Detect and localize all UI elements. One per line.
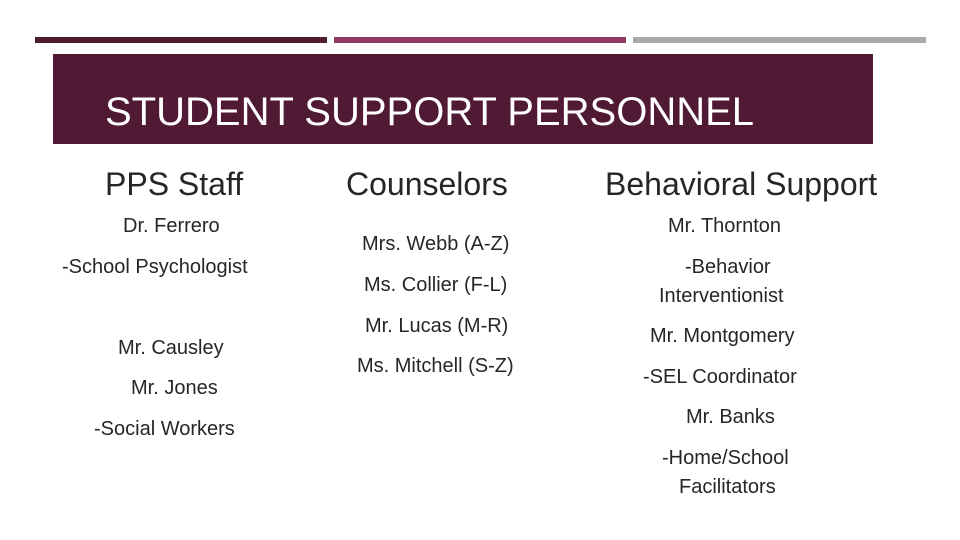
list-item: Mr. Banks [686, 406, 775, 428]
list-item: -Social Workers [94, 418, 235, 440]
list-item: -Home/School [662, 447, 789, 469]
list-item: Mrs. Webb (A-Z) [362, 233, 510, 255]
column-heading: Behavioral Support [605, 166, 878, 202]
list-item: -Behavior [685, 256, 771, 278]
list-item: Ms. Collier (F-L) [364, 274, 508, 296]
list-item: Ms. Mitchell (S-Z) [357, 355, 514, 377]
list-item: Facilitators [679, 476, 776, 498]
title-banner [53, 54, 873, 144]
column-heading: Counselors [346, 166, 508, 202]
list-item: -SEL Coordinator [643, 366, 797, 388]
list-item: Mr. Montgomery [650, 325, 795, 347]
list-item: Mr. Jones [131, 377, 218, 399]
list-item: Mr. Lucas (M-R) [365, 315, 509, 337]
column-heading: PPS Staff [105, 166, 244, 202]
accent-bar-gray [633, 37, 926, 43]
accent-bar-dark [35, 37, 327, 43]
list-item: Dr. Ferrero [123, 215, 220, 237]
list-item: Mr. Causley [118, 337, 224, 359]
list-item: Mr. Thornton [668, 215, 782, 237]
slide-title: STUDENT SUPPORT PERSONNEL [105, 90, 755, 134]
list-item: -School Psychologist [62, 256, 248, 278]
list-item: Interventionist [659, 285, 784, 307]
accent-bar-medium [334, 37, 626, 43]
